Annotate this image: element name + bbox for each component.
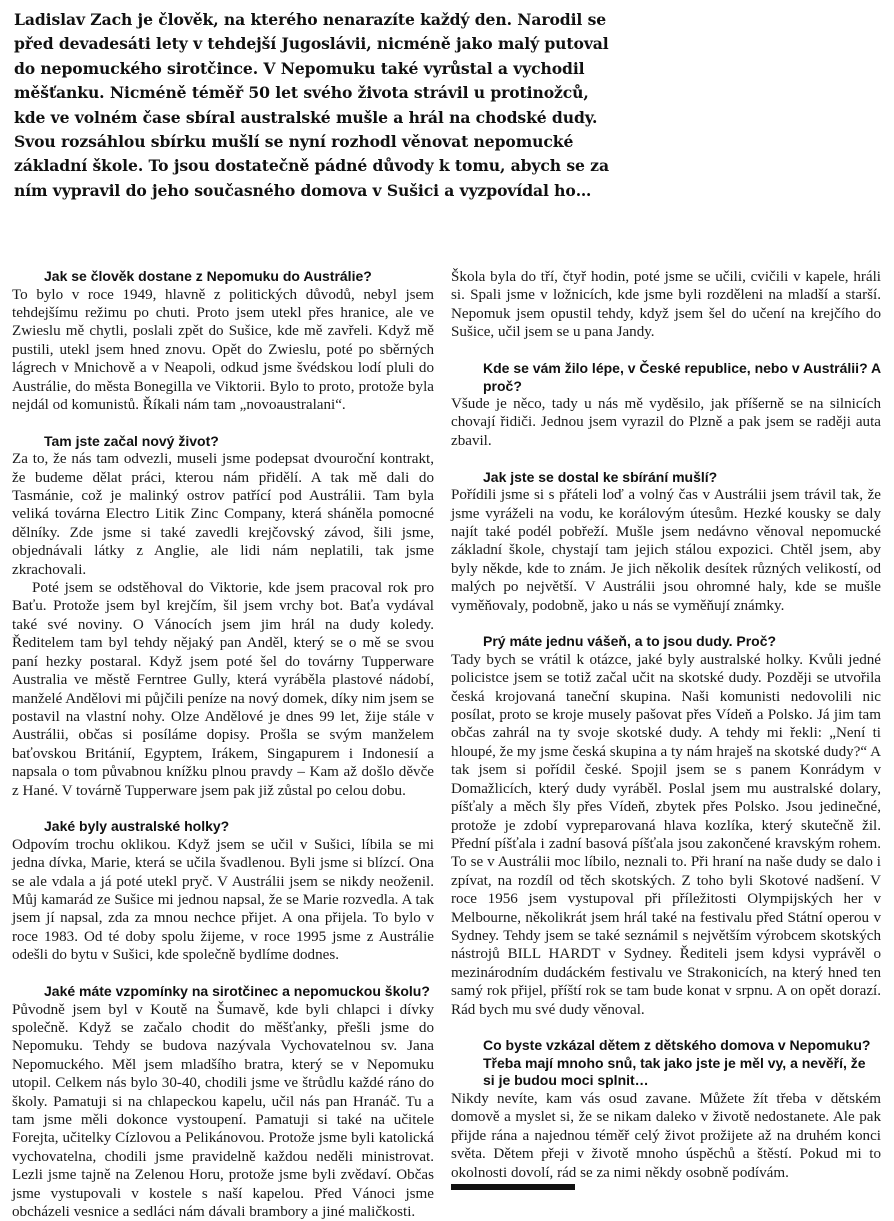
answer-paragraph: Původně jsem byl v Koutě na Šumavě, kde byli chlapci i dívky společně. Když se začalo chodit do měšťanky, přešli jsme do Nepomuku. Tehdy se budova nazývala Vychovatelnou sv. Jana Nepomuckého. Měl jsem mladšího bratra, který se v Nepomuku utopil. Celkem nás bylo 30-40, chodili jsme ve štrůdlu každé ráno do školy. Pamatuji si na chlapeckou kapelu, učil nás pan Hranáč. Tu a tam jsme měli dokonce vystoupení. Pamatuji si také na učitele Forejta, učitelky Cízlovou a Pelikánovou. Protože jsme byli katolická vychovatelna, chodili jsme pravidelně každou neděli ministrovat. Lezli jsme tajně na Zelenou Horu, protože jsme byli zvědaví. Občas jsme vystupovali v kostele s naší kapelou. Před Vánoci jsme obcházeli vesnice a sedláci nám dávali brambory a jiné maličkosti.	[12, 1001, 434, 1221]
answer-paragraph: To bylo v roce 1949, hlavně z politických důvodů, nebyl jsem tehdejšímu režimu po chuti. Proto jsem utekl přes hranice, ale ve Zwieslu mě chytli, poslali zpět do Sušice, kde mě zavřeli. Když mě pustili, utekl jsem hned znovu. Opět do Zwieslu, poté po sběrných lágrech v Mnichově a v Neapoli, odkud jsme švédskou lodí pluli do Austrálie, do města Bonegilla ve Viktorii. Bylo to proto, protože byla nejdál od komunistů. Říkali nám tam „novoaustralani“.	[12, 286, 434, 413]
answer-paragraph: Škola byla do tří, čtyř hodin, poté jsme se učili, cvičili v kapele, hráli si. Spali jsme v ložnicích, kde jsme byli rozděleni na mladší a starší. Nepomuk jsem opustil tehdy, když jsem šel do učení na krejčího do Sušice, učil jsem se u pana Jandy.	[451, 269, 881, 341]
article-end-bar	[451, 1184, 575, 1190]
answer-paragraph: Všude je něco, tady u nás mě vyděsilo, jak příšerně se na silnicích chovají řidiči. Jednou jsem vyrazil do Plzně a pak jsem se raději auta zbavil.	[451, 396, 881, 449]
answer-paragraph: Nikdy nevíte, kam vás osud zavane. Můžete žít třeba v dětském domově a myslet si, že se nikam daleko v životě nedostanete. Ale pak přijde rána a najednou téměř celý život prožijete až na druhém konci světa. Dětem přeji v životě mnoho úspěchů a štěstí. Pokud mi to okolnosti dovolí, rád se za nimi někdy osobně podívám.	[451, 1090, 881, 1181]
answer-paragraph: Odpovím trochu oklikou. Když jsem se učil v Sušici, líbila se mi jedna dívka, Marie, která se učila švadlenou. Byli jsme si blízcí. Ona se ale vdala a já poté utekl pryč. V Austrálii jsem se nikdy neoženil. Můj kamarád ze Sušice mi jednou napsal, že se Marie rozvedla. A tak jsem jí napsal, zda za mnou nechce přijet. A ona přijela. To bylo v roce 1983. Od té doby spolu žijeme, v roce 1995 jsme z Austrálie odešli do bytu v Sušici, kde společně bydlíme dodnes.	[12, 836, 434, 964]
answer-paragraph: Tady bych se vrátil k otázce, jaké byly australské holky. Kvůli jedné policistce jsem se totiž začal učit na skotské dudy. Později se utvořila česká krojovaná taneční skupina. Naši komunisti nedovolili nic posílat, proto se kroje musely pašovat přes Vídeň a Polsko. Já jim tam občas zahrál na ty svoje skotské dudy. A tehdy mi řekli: „Není ti hloupé, že my jsme česká skupina a ty nám hraješ na skotské dudy?“ A tak jsem si pořídil české. Spojil jsem se s panem Konrádym v Domažlicích, který dudy vyráběl. Poslal jsem mu australské dolary, píšťaly a měch šly přes Vídeň, zbytek přes Polsko. Jsou jedinečné, protože je zdobí vypreparovaná hlava kozlíka, který skutečně žil. Přední píšťala i zadní basová píšťala jsou zakončené kravským rohem. To se v Austrálii moc líbilo, neznali to. Při hraní na naše dudy se dalo i zpívat, na rozdíl od těch skotských. Z toho byli Skotové nadšení. V roce 1956 jsem vystupoval při příležitosti Olympijských her v Melbourne, několikrát jsem hrál také na festivalu před Státní operou v Sydney. Tehdy jsem se také seznámil s největším výrobcem skotských nástrojů BILL HARDT v Sydney. Řediteli jsem kdysi vyprávěl o mezinárodním dudáckém festivalu ve Strakonicích, na který hned ten samý rok přijel, příští rok se tam bude konat v srpnu. A on opět dorazí. Rád bych mu své dudy věnoval.	[451, 651, 881, 1018]
answer-paragraph: Pořídili jsme si s přáteli loď a volný čas v Austrálii jsem trávil tak, že jsme vyráželi na vodu, ke korálovým útesům. Hezké kousky se daly najít také podél pobřeží. Mušle jsem nedávno věnoval nepomucké základní škole, chystají tam jejich stálou expozici. Chtěl jsem, aby byly někde, kde to znám. Je jich několik desítek různých velikostí, od malých po největší. V Austrálii jsou ohromné haly, kde se mušle vyměňovaly, podobně, jako u nás se vyměňují známky.	[451, 487, 881, 614]
article-column-left	[12, 268, 434, 1221]
question-heading: Tam jste začal nový život?	[44, 432, 219, 449]
article-column-right	[451, 268, 881, 1182]
question-heading: Kde se vám žilo lépe, v České republice, nebo v Austrálii? A proč?	[483, 360, 881, 394]
question-heading: Jak se člověk dostane z Nepomuku do Austrálie?	[44, 268, 372, 284]
article-lead: Ladislav Zach je člověk, na kterého nenarazíte každý den. Narodil se před devadesáti lety v tehdejší Jugoslávii, nicméně jako malý putoval do nepomuckého sirotčince. V Nepomuku také vyrůstal a vychodil měšťanku. Nicméně téměř 50 let svého života strávil u protinožců, kde ve volném čase sbíral australské mušle a hrál na chodské dudy. Svou rozsáhlou sbírku mušlí se nyní rozhodl věnovat nepomucké základní škole. To jsou dostatečně pádné důvody k tomu, abych se za ním vypravil do jeho současného domova v Sušici a vyzpovídal ho…	[14, 10, 609, 200]
answer-paragraph: Za to, že nás tam odvezli, museli jsme podepsat dvouroční kontrakt, že budeme dělat práci, kterou nám přidělí. A tak mě dali do Tasmánie, což je malinký ostrov patřící pod Austrálii. Tam byla veliká továrna Electro Litik Zinc Company, která sháněla pomocné dělníky. Zde jsme si také zavedli krejčovský závod, šili jsme, objednávali látky z Anglie, ale lidi nám neplatili, tak jsme zkrachovali.	[12, 451, 434, 578]
question-heading: Co byste vzkázal dětem z dětského domova v Nepomuku? Třeba mají mnoho snů, tak jako jste je měl vy, a nevěří, že si je budou moci splnit…	[483, 1037, 871, 1089]
question-heading: Prý máte jednu vášeň, a to jsou dudy. Proč?	[483, 633, 777, 650]
answer-paragraph: Poté jsem se odstěhoval do Viktorie, kde jsem pracoval rok pro Baťu. Protože jsem byl krejčím, šil jsem vrchy bot. Baťa vydával také své noviny. O Vánocích jsem jim hrál na dudy koledy. Ředitelem tam byl tehdy nějaký pan Anděl, který se o mě se svou paní hezky postaral. Když jsem poté šel do továrny Tupperware Australia ve městě Ferntree Gully, která vyráběla plastové nádobí, manželé Andělovi mi půjčili peníze na nový domek, díky nim jsem se postavil na vlastní nohy. Olze Andělové je dnes 99 let, žije stále v Austrálii, občas si posíláme dopisy. Prošla se svým manželem baťovskou Británií, Egyptem, Irákem, Singapurem i Indonesií a napsala o tom půvabnou knížku plnou pravdy – Kam až došlo děvče z Hané. V továrně Tupperware jsem pak již zůstal po celou dobu.	[12, 580, 434, 799]
question-heading: Jaké byly australské holky?	[44, 818, 230, 835]
question-heading: Jak jste se dostal ke sbírání mušlí?	[483, 468, 718, 485]
question-heading: Jaké máte vzpomínky na sirotčinec a nepomuckou školu?	[44, 983, 430, 1000]
